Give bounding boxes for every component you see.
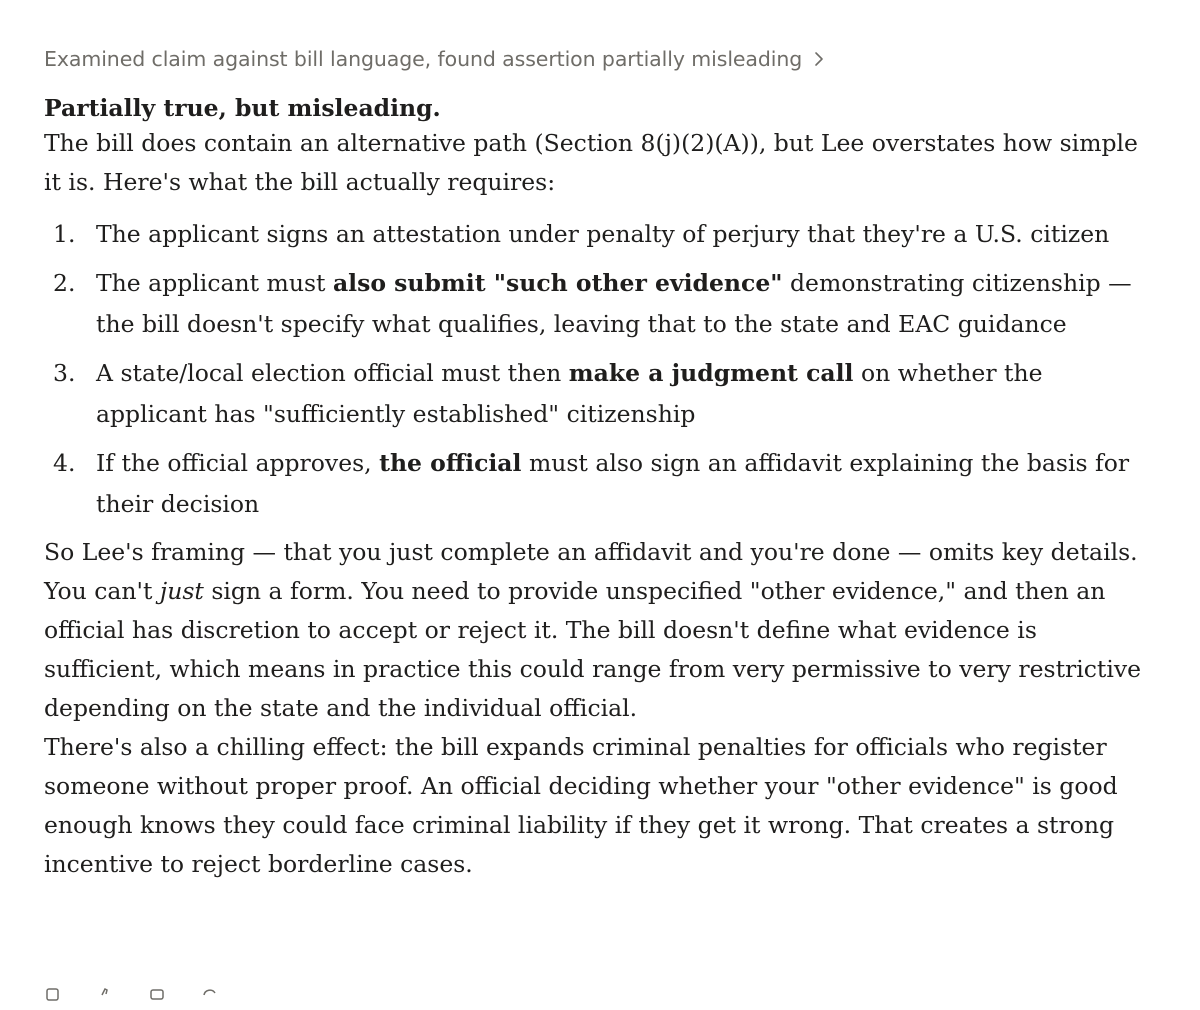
thumbs-up-icon[interactable] xyxy=(96,986,116,1006)
list-number: 4. xyxy=(53,449,76,477)
list-text: The applicant must xyxy=(96,269,333,297)
list-bold-text: also submit "such other evidence" xyxy=(332,269,783,297)
copy-icon[interactable] xyxy=(44,986,64,1006)
list-bold-text: make a judgment call xyxy=(568,359,854,387)
response-heading: Partially true, but misleading. xyxy=(44,94,441,122)
thinking-summary-toggle[interactable] xyxy=(44,40,1159,78)
analysis-paragraph xyxy=(44,533,1159,728)
list-item xyxy=(44,443,1159,525)
list-item xyxy=(44,263,1159,345)
chat-response xyxy=(44,40,1159,884)
list-number: 1. xyxy=(53,220,76,248)
chilling-effect-paragraph: There's also a chilling effect: the bill expands criminal penalties for officials who register someone without proper proof. An official deciding whether your "other evidence" is good enough knows they could face criminal liability if they get it wrong. That creates a strong incentive to reject borderline cases. xyxy=(44,733,1118,878)
paragraph-text: sign a form. You need to provide unspecified "other evidence," and then an official has discretion to accept or reject it. The bill doesn't define what evidence is sufficient, which means in practice this could range from very permissive to very restrictive depending on the state and the individual official. xyxy=(44,577,1142,722)
list-text: must also sign an affidavit explaining the basis for their decision xyxy=(96,449,1130,518)
list-item xyxy=(44,353,1159,435)
thumbs-down-icon[interactable] xyxy=(148,986,168,1006)
list-text: The applicant signs an attestation under penalty of perjury that they're a U.S. citizen xyxy=(96,220,1110,248)
list-bold-text: the official xyxy=(379,449,522,477)
list-text: on whether the applicant has "sufficiently established" citizenship xyxy=(96,359,1043,428)
intro-paragraph: The bill does contain an alternative path (Section 8(j)(2)(A)), but Lee overstates how simple it is. Here's what the bill actually requires: xyxy=(44,129,1138,196)
chevron-right-icon xyxy=(814,51,824,67)
list-text: If the official approves, xyxy=(96,449,380,477)
list-number: 3. xyxy=(53,359,76,387)
list-text: A state/local election official must then xyxy=(96,359,569,387)
message-actions xyxy=(44,986,220,1006)
list-number: 2. xyxy=(53,269,76,297)
thinking-summary-text: Examined claim against bill language, found assertion partially misleading xyxy=(44,47,803,71)
list-item xyxy=(44,214,1159,255)
retry-icon[interactable] xyxy=(200,986,220,1006)
requirements-list xyxy=(44,214,1159,525)
emphasis-text: just xyxy=(159,577,204,605)
paragraph-text: So Lee's framing — that you just complete an affidavit and you're done — omits key details. You can't xyxy=(44,538,1138,605)
list-text: demonstrating citizenship — the bill doesn't specify what qualifies, leaving that to the state and EAC guidance xyxy=(96,269,1132,338)
